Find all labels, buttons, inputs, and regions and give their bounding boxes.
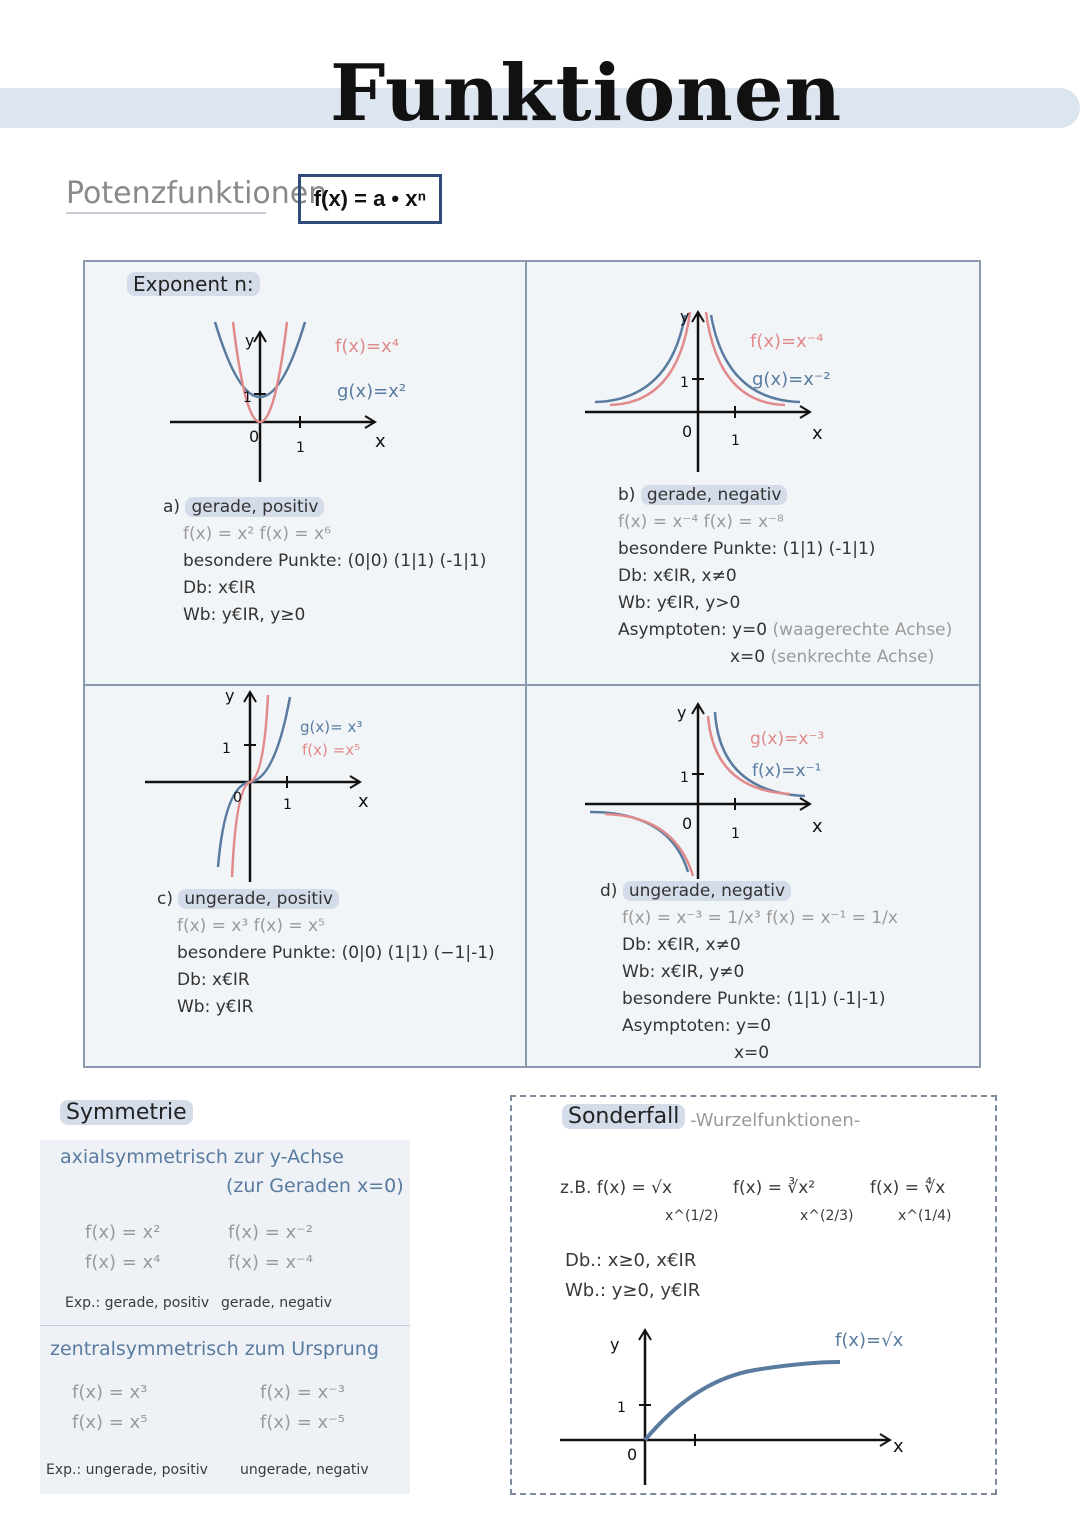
- cell-d-wb: Wb: x€IR, y≠0: [622, 962, 745, 982]
- axis-x-label-d: x: [812, 816, 823, 837]
- axial-symmetry-box: [40, 1140, 410, 1325]
- page-title: Funktionen: [330, 48, 843, 139]
- general-formula: f(x) = a • xⁿ: [298, 174, 442, 224]
- axis-y-label-a: y: [245, 331, 255, 350]
- subtitle-underline: [66, 212, 266, 214]
- special-example-3: f(x) = ∜x: [870, 1178, 946, 1198]
- label-f-d: f(x)=x⁻¹: [752, 761, 822, 781]
- central-right-examples: [260, 1378, 345, 1438]
- axial-exp-left: Exp.: gerade, positiv: [65, 1295, 210, 1311]
- central-right-1: f(x) = x⁻³: [260, 1382, 345, 1403]
- tick-1y-c: 1: [222, 741, 231, 757]
- special-example-3-pow: x^(1/4): [898, 1208, 952, 1224]
- graph-b: [580, 297, 880, 482]
- graph-sqrt: [555, 1320, 935, 1490]
- axis-y-label-d: y: [677, 703, 687, 722]
- grid-divider-horizontal: [85, 684, 979, 686]
- cell-a-wb: Wb: y€IR, y≥0: [183, 605, 306, 625]
- cell-d-asymptote1: Asymptoten: y=0: [622, 1016, 772, 1036]
- central-exp-left: Exp.: ungerade, positiv: [46, 1462, 208, 1478]
- cell-b-letter: b): [618, 485, 636, 505]
- special-example-1-pow: x^(1/2): [665, 1208, 719, 1224]
- section-subtitle: Potenzfunktionen: [66, 176, 328, 211]
- axis-y-label-c: y: [225, 687, 235, 705]
- tick-1y-a: 1: [243, 390, 252, 406]
- origin-label-c: 0: [233, 790, 242, 806]
- cell-c-points: besondere Punkte: (0|0) (1|1) (−1|-1): [177, 943, 495, 963]
- tick-1y-sqrt: 1: [617, 1400, 626, 1416]
- cell-b-examples: f(x) = x⁻⁴ f(x) = x⁻⁸: [618, 512, 784, 532]
- special-subtitle: -Wurzelfunktionen-: [690, 1110, 861, 1131]
- cell-d-asymptote2: x=0: [734, 1043, 770, 1063]
- cell-a-letter: a): [163, 497, 181, 517]
- cell-b-asymptote1: Asymptoten: y=0: [618, 620, 768, 640]
- cell-b-text: [618, 482, 952, 671]
- axis-y-label-b: y: [680, 307, 690, 326]
- axis-y-label-sqrt: y: [610, 1335, 620, 1354]
- label-g-b: g(x)=x⁻²: [752, 369, 831, 390]
- cell-d-points: besondere Punkte: (1|1) (-1|-1): [622, 989, 886, 1009]
- label-g-d: g(x)=x⁻³: [750, 729, 825, 749]
- axis-x-label-c: x: [358, 791, 369, 812]
- cell-b-asymptote2-note: (senkrechte Achse): [770, 647, 935, 667]
- cell-b-asymptote2: x=0: [730, 647, 766, 667]
- cell-c-letter: c): [157, 889, 173, 909]
- axis-x-label-b: x: [812, 423, 823, 444]
- central-left-examples: [72, 1378, 147, 1438]
- cell-d-examples: f(x) = x⁻³ = 1/x³ f(x) = x⁻¹ = 1/x: [622, 908, 898, 928]
- cell-c-examples: f(x) = x³ f(x) = x⁵: [177, 916, 325, 936]
- special-example-2-pow: x^(2/3): [800, 1208, 854, 1224]
- axial-heading: axialsymmetrisch zur y-Achse: [60, 1146, 344, 1168]
- symmetry-title: Symmetrie: [60, 1100, 193, 1125]
- axial-right-examples: [228, 1218, 313, 1278]
- cell-a-heading: gerade, positiv: [185, 497, 324, 517]
- exponent-label: Exponent n:: [127, 272, 260, 296]
- cell-d-letter: d): [600, 881, 618, 901]
- axis-x-label-a: x: [375, 431, 386, 452]
- special-example-1: z.B. f(x) = √x: [560, 1178, 673, 1198]
- special-db: Db.: x≥0, x€IR: [565, 1250, 697, 1271]
- cell-d-text: [600, 878, 898, 1067]
- origin-label-a: 0: [249, 427, 260, 446]
- cell-c-heading: ungerade, positiv: [178, 889, 338, 909]
- axial-right-2: f(x) = x⁻⁴: [228, 1252, 313, 1273]
- exponent-grid: [83, 260, 981, 1068]
- origin-label-b: 0: [682, 422, 693, 441]
- origin-label-d: 0: [682, 814, 693, 833]
- central-symmetry-box: [40, 1326, 410, 1494]
- grid-divider-vertical: [525, 262, 527, 1066]
- axial-exp-right: gerade, negativ: [221, 1295, 332, 1311]
- label-g-c: g(x)= x³: [300, 718, 363, 736]
- graph-d: [580, 694, 880, 884]
- special-wb: Wb.: y≥0, y€IR: [565, 1280, 701, 1301]
- label-f-c: f(x) =x⁵: [302, 741, 361, 759]
- label-g-a: g(x)=x²: [337, 381, 407, 402]
- central-left-1: f(x) = x³: [72, 1382, 148, 1403]
- cell-b-asymptote1-note: (waagerechte Achse): [772, 620, 953, 640]
- label-f-a: f(x)=x⁴: [335, 336, 399, 357]
- label-f-b: f(x)=x⁻⁴: [750, 331, 824, 352]
- cell-c-db: Db: x€IR: [177, 970, 250, 990]
- central-exp-right: ungerade, negativ: [240, 1462, 369, 1478]
- central-left-2: f(x) = x⁵: [72, 1412, 148, 1433]
- graph-a: [165, 312, 465, 492]
- tick-1x-b: 1: [731, 433, 740, 449]
- origin-label-sqrt: 0: [627, 1445, 638, 1464]
- axial-left-2: f(x) = x⁴: [85, 1252, 161, 1273]
- central-right-2: f(x) = x⁻⁵: [260, 1412, 345, 1433]
- cell-b-wb: Wb: y€IR, y>0: [618, 593, 741, 613]
- cell-d-heading: ungerade, negativ: [623, 881, 791, 901]
- cell-b-db: Db: x€IR, x≠0: [618, 566, 737, 586]
- axial-right-1: f(x) = x⁻²: [228, 1222, 313, 1243]
- cell-b-points: besondere Punkte: (1|1) (-1|1): [618, 539, 876, 559]
- tick-1y-b: 1: [680, 375, 689, 391]
- special-title: Sonderfall: [562, 1104, 685, 1129]
- tick-1x-c: 1: [283, 797, 292, 813]
- cell-a-db: Db: x€IR: [183, 578, 256, 598]
- cell-a-examples: f(x) = x² f(x) = x⁶: [183, 524, 331, 544]
- cell-a-text: [163, 494, 486, 629]
- graph-c: [140, 687, 440, 887]
- label-f-sqrt: f(x)=√x: [835, 1330, 904, 1351]
- tick-1x-a: 1: [296, 440, 305, 456]
- tick-1y-d: 1: [680, 770, 689, 786]
- cell-b-heading: gerade, negativ: [641, 485, 788, 505]
- cell-c-wb: Wb: y€IR: [177, 997, 254, 1017]
- axial-sub: (zur Geraden x=0): [226, 1175, 404, 1197]
- axial-left-examples: [85, 1218, 160, 1278]
- cell-a-points: besondere Punkte: (0|0) (1|1) (-1|1): [183, 551, 487, 571]
- special-example-2: f(x) = ∛x²: [733, 1178, 816, 1198]
- cell-d-db: Db: x€IR, x≠0: [622, 935, 741, 955]
- tick-1x-d: 1: [731, 826, 740, 842]
- central-heading: zentralsymmetrisch zum Ursprung: [50, 1338, 379, 1360]
- axial-left-1: f(x) = x²: [85, 1222, 161, 1243]
- axis-x-label-sqrt: x: [893, 1436, 904, 1457]
- cell-c-text: [157, 886, 495, 1021]
